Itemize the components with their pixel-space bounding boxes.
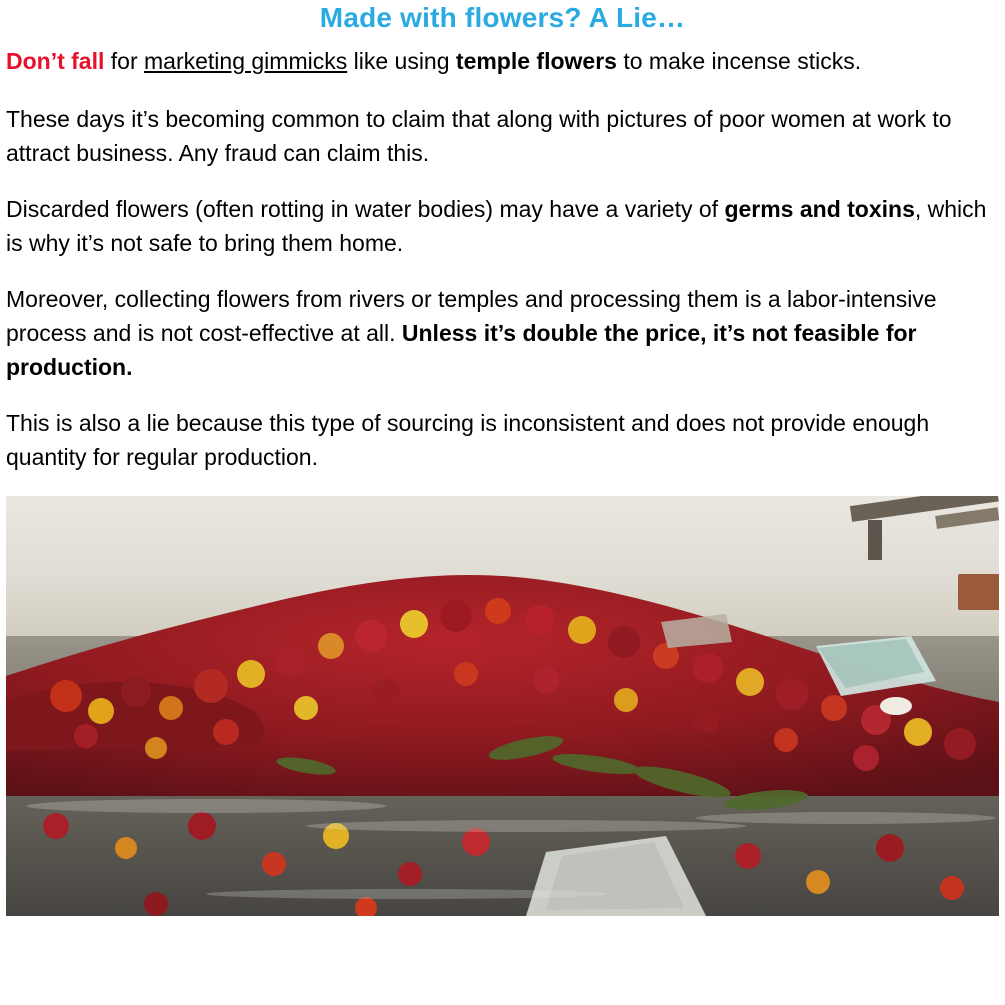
paragraph-4 — [6, 282, 999, 384]
paragraph-3 — [6, 192, 999, 260]
page-title: Made with flowers? A Lie… — [319, 2, 686, 33]
paragraph-2 — [6, 102, 999, 170]
paragraph-1-run-5: temple flowers — [455, 48, 617, 74]
paragraph-1-run-1: Don’t fall — [6, 48, 105, 74]
paragraph-3-run-3: , which is why it’s not safe to bring them home. — [6, 196, 987, 257]
paragraph-5 — [6, 406, 999, 474]
paragraph-1 — [6, 44, 999, 78]
paragraph-1-run-3: marketing gimmicks — [144, 48, 348, 74]
paragraph-1-run-2: for — [104, 48, 145, 74]
discarded-temple-flowers-photo — [6, 496, 999, 916]
paragraph-3-run-1: Discarded flowers (often rotting in water bodies) may have a variety of — [6, 196, 725, 223]
paragraph-5-run-1: This is also a lie because this type of sourcing is inconsistent and does not provide enough quantity for regular production. — [6, 410, 930, 471]
document-body — [0, 44, 1005, 474]
paragraph-1-run-4: like using — [347, 48, 456, 74]
paragraph-3-run-2: germs and toxins — [724, 196, 915, 223]
paragraph-4-run-2: Unless it’s double the price, it’s not feasible for production. — [6, 320, 917, 381]
paragraph-4-run-1: Moreover, collecting flowers from rivers or temples and processing them is a labor-intensive process and is not cost-effective at all. — [6, 286, 937, 347]
paragraph-1-run-6: to make incense sticks. — [616, 48, 862, 74]
document-page — [0, 2, 1005, 1005]
paragraph-2-run-1: These days it’s becoming common to claim that along with pictures of poor women at work to attract business. Any fraud can claim this. — [6, 106, 952, 167]
